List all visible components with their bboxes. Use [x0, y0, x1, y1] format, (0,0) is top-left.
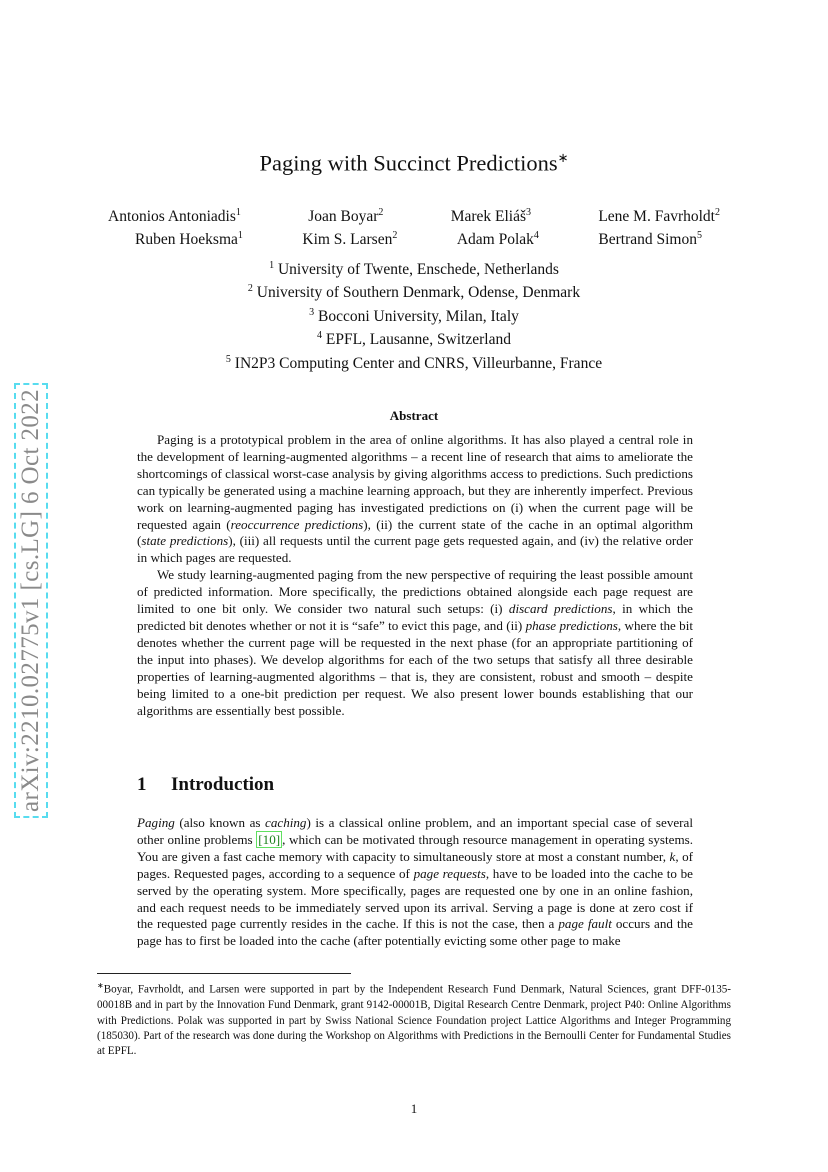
author: Ruben Hoeksma$^1$ — [135, 230, 243, 249]
footnote-divider — [97, 973, 351, 974]
paper-title — [0, 150, 828, 177]
author-list — [108, 203, 720, 249]
abstract-heading: Abstract — [389, 408, 439, 423]
author: Bertrand Simon$^5$ — [598, 230, 702, 249]
author-row-1 — [108, 203, 720, 226]
affiliation: $^2$ University of Southern Denmark, Odense, Denmark — [247, 283, 581, 302]
section-title: Introduction — [171, 774, 275, 795]
author-row-2 — [108, 226, 720, 249]
intro-paragraph: Paging (also known as caching) is a classical online problem, and an important special case of several other online problems [10] , which can be motivated through resource management in operating systems. You are given a fast cache memory with capacity to simultaneously store at most a constant number, k, of pages. Requested pages, according to a sequence of page requests, have to be loaded into the cache to be served by the operating system. More specifically, pages are requested one by one in an online fashion, and each request needs to be immediately served upon its arrival. Serving a page is done at zero cost if the requested page currently resides in the cache. If this is not the case, then a page fault occurs and the page has to first be loaded into the cache (after potentially evicting some other page to make — [137, 815, 693, 949]
title-footnote-mark: ∗ — [557, 150, 569, 165]
footnote — [97, 978, 731, 1060]
abstract-body — [137, 432, 693, 719]
page-number: 1 — [410, 1101, 418, 1116]
author: Kim S. Larsen$^2$ — [302, 230, 398, 249]
author: Antonios Antoniadis$^1$ — [108, 207, 241, 226]
author: Marek Eliáš$^3$ — [450, 207, 532, 226]
section-heading-introduction — [137, 774, 274, 796]
paper-title-text: Paging with Succinct Predictions — [259, 150, 558, 176]
affiliation: $^4$ EPFL, Lausanne, Switzerland — [317, 330, 511, 349]
footnote-mark: ∗ — [97, 981, 104, 990]
affiliation-list — [0, 256, 828, 373]
arxiv-identifier-stamp[interactable]: arXiv:2210.02775v1 [cs.LG] 6 Oct 2022 — [14, 383, 48, 818]
section-number: 1 — [137, 774, 147, 795]
citation-link[interactable]: [10] — [258, 831, 281, 847]
author: Joan Boyar$^2$ — [308, 207, 384, 226]
abstract-paragraph: We study learning-augmented paging from the new perspective of requiring the least possible amount of predicted information. More specifically, the predictions obtained alongside each page request are limited to one bit only. We consider two natural such setups: (i) discard predictions, in which the predicted bit denotes whether or not it is “safe” to evict this page, and (ii) phase predictions, where the bit denotes whether the current page will be requested in the next phase (for an appropriate partitioning of the input into phases). We develop algorithms for each of the two setups that satisfy all three desirable properties of learning-augmented algorithms – that is, they are consistent, robust and smooth – despite being limited to a one-bit prediction per request. We also present lower bounds establishing that our algorithms are essentially best possible. — [137, 567, 693, 718]
footnote-text: Boyar, Favrholdt, and Larsen were supported in part by the Independent Research Fund Denmark, Natural Sciences, grant DFF-0135-00018B and in part by the Innovation Fund Denmark, grant 9142-00001B, Digital Research Centre Denmark, project P40: Online Algorithms with Predictions. Polak was supported in part by Swiss National Science Foundation project Lattice Algorithms and Integer Programming (185030). Part of the research was done during the Workshop on Algorithms with Predictions in the Bernoulli Center for Fundamental Studies at EPFL. — [97, 983, 731, 1058]
author: Lene M. Favrholdt$^2$ — [598, 207, 720, 226]
introduction-body — [137, 815, 693, 950]
affiliation: $^5$ IN2P3 Computing Center and CNRS, Villeurbanne, France — [225, 353, 603, 372]
affiliation: $^3$ Bocconi University, Milan, Italy — [309, 306, 519, 326]
affiliation: $^1$ University of Twente, Enschede, Netherlands — [269, 260, 559, 279]
abstract-paragraph: Paging is a prototypical problem in the area of online algorithms. It has also played a central role in the development of learning-augmented algorithms – a recent line of research that aims to ameliorate the shortcomings of classical worst-case analysis by giving algorithms access to predictions. Such predictions can typically be generated using a machine learning approach, but they are inherently imperfect. Previous work on learning-augmented paging has investigated predictions on (i) when the current page will be requested again (reoccurrence predictions), (ii) the current state of the cache in an optimal algorithm (state predictions), (iii) all requests until the current page gets requested again, and (iv) the relative order in which pages are requested. — [137, 432, 694, 566]
author: Adam Polak$^4$ — [456, 230, 539, 249]
